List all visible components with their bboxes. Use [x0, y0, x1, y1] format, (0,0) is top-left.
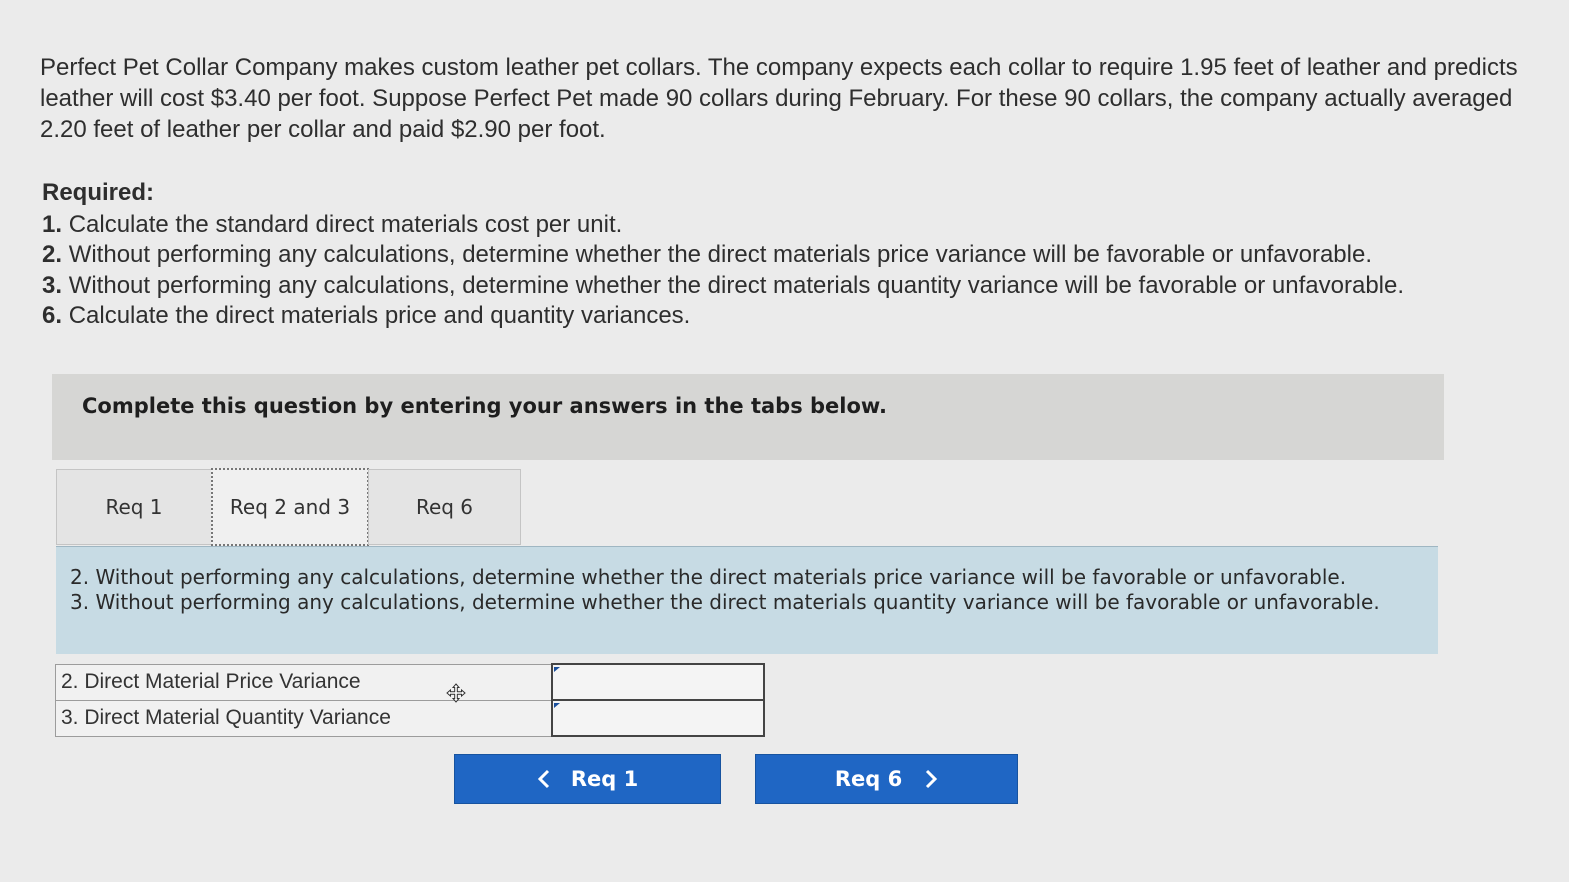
instruction-banner	[52, 374, 1444, 460]
move-cursor-icon	[446, 683, 466, 703]
price-variance-label: 2. Direct Material Price Variance	[56, 664, 552, 700]
price-variance-input[interactable]	[553, 665, 764, 699]
required-item-text: Without performing any calculations, determine whether the direct materials price variance will be favorable or unfavorable.	[68, 241, 1372, 268]
required-section	[42, 178, 1542, 332]
required-item-number: 3.	[42, 271, 63, 299]
dropdown-marker-icon	[554, 667, 560, 672]
next-req-label: Req 6	[834, 767, 903, 791]
tab-req-1[interactable]: Req 1	[56, 469, 212, 545]
question-panel	[56, 546, 1438, 654]
required-item-number: 6.	[42, 302, 63, 329]
next-req-button[interactable]	[755, 754, 1018, 804]
quantity-variance-label: 3. Direct Material Quantity Variance	[56, 700, 552, 736]
required-item-text: Calculate the standard direct materials cost per unit.	[68, 210, 623, 238]
table-row	[56, 664, 765, 700]
required-item-number: 2.	[42, 241, 63, 268]
tab-req-6[interactable]: Req 6	[368, 469, 521, 545]
chevron-right-icon	[924, 769, 938, 789]
required-item-3	[42, 271, 1542, 302]
tab-req-2-and-3[interactable]: Req 2 and 3	[211, 468, 369, 546]
price-variance-cell[interactable]	[552, 664, 765, 700]
chevron-left-icon	[537, 769, 551, 789]
quantity-variance-input[interactable]	[553, 701, 764, 735]
table-row	[56, 700, 765, 736]
required-title: Required:	[42, 179, 155, 206]
required-item-6	[42, 301, 1542, 332]
required-item-number: 1.	[42, 210, 63, 238]
problem-statement: Perfect Pet Collar Company makes custom leather pet collars. The company expects each collar to require 1.95 feet of leather and predicts leather will cost $3.40 per foot. Suppose Perfect Pet made 90 collars during February. For these 90 collars, the company actually averaged 2.20 feet of leather per collar and paid $2.90 per foot.	[40, 54, 1518, 143]
required-item-1	[42, 210, 1542, 241]
dropdown-marker-icon	[554, 703, 560, 708]
instruction-text: Complete this question by entering your answers in the tabs below.	[82, 394, 887, 418]
answer-table	[55, 663, 765, 737]
required-item-2	[42, 240, 1542, 271]
required-item-text: Without performing any calculations, determine whether the direct materials quantity variance will be favorable or unfavorable.	[68, 271, 1405, 299]
prev-req-label: Req 1	[570, 767, 639, 791]
question-line-2: 2. Without performing any calculations, determine whether the direct materials price variance will be favorable or unfavorable.	[70, 565, 1347, 589]
prev-req-button[interactable]	[454, 754, 721, 804]
question-line-3: 3. Without performing any calculations, determine whether the direct materials quantity variance will be favorable or unfavorable.	[70, 590, 1380, 614]
question-text	[70, 565, 1430, 615]
required-item-text: Calculate the direct materials price and quantity variances.	[68, 302, 691, 329]
quantity-variance-cell[interactable]	[552, 700, 765, 736]
